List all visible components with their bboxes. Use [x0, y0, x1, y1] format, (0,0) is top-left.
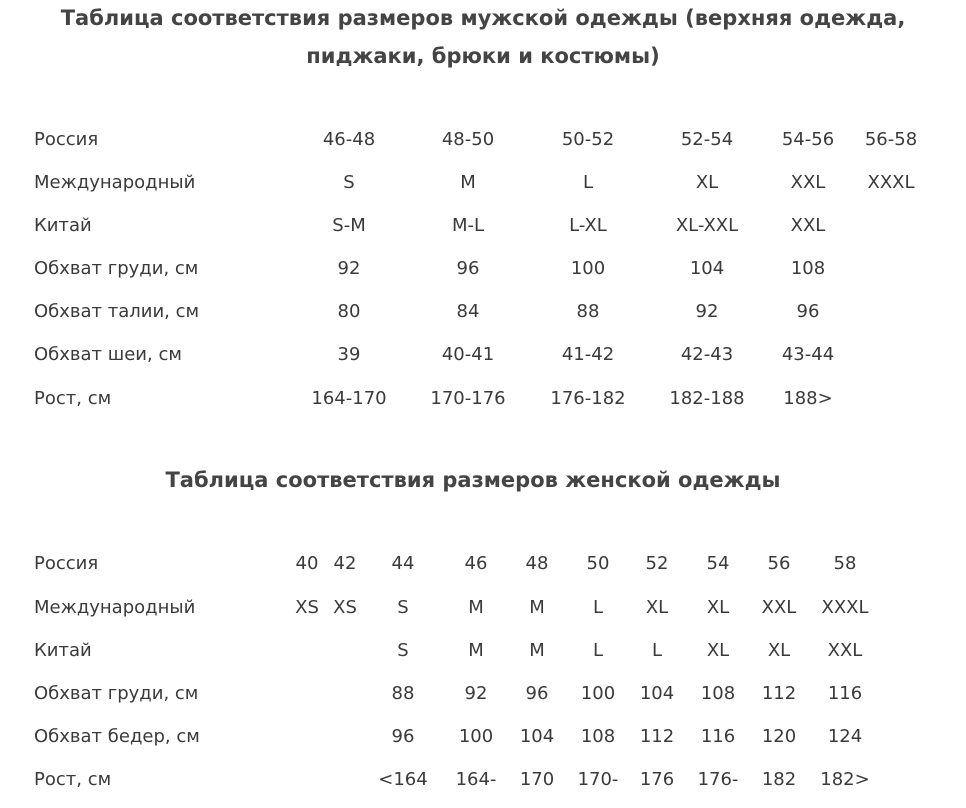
row-label: Рост, см [34, 388, 112, 409]
table-cell: L [592, 640, 604, 661]
table-cell: XXXL [867, 172, 915, 193]
table-cell: 104 [639, 683, 675, 704]
row-label: Обхват шеи, см [34, 344, 182, 365]
table-cell: S [397, 640, 409, 661]
table-cell: 116 [700, 726, 736, 747]
table-cell: XS [333, 597, 357, 618]
table-cell: 84 [456, 301, 480, 322]
table-cell: 46 [464, 553, 488, 574]
table-cell: M [529, 640, 545, 661]
table-cell: 56 [767, 553, 791, 574]
table-cell: L [651, 640, 663, 661]
table-cell: 40 [295, 553, 319, 574]
table-cell: 108 [700, 683, 736, 704]
table-cell: 108 [790, 258, 826, 279]
table-cell: 58 [833, 553, 857, 574]
table-cell: 112 [761, 683, 797, 704]
table-cell: XXL [827, 640, 863, 661]
table-cell: 182-188 [669, 388, 745, 409]
row-label: Обхват талии, см [34, 301, 200, 322]
row-label: Китай [34, 640, 92, 661]
table-cell: L-XL [569, 215, 607, 236]
row-label: Россия [34, 553, 99, 574]
table-cell: 100 [580, 683, 616, 704]
table-cell: 92 [464, 683, 488, 704]
table-cell: M [529, 597, 545, 618]
row-label: Международный [34, 172, 196, 193]
table-cell: 40-41 [441, 344, 495, 365]
table-cell: XXL [790, 215, 826, 236]
table-cell: XXL [790, 172, 826, 193]
table-cell: 170- [577, 769, 619, 790]
table-cell: 48-50 [441, 129, 495, 150]
table-cell: 104 [689, 258, 725, 279]
table-cell: 50-52 [561, 129, 615, 150]
table-cell: 176 [639, 769, 675, 790]
table-cell: 96 [796, 301, 820, 322]
table-cell: 80 [337, 301, 361, 322]
table-cell: 54-56 [781, 129, 835, 150]
table-cell: 44 [391, 553, 415, 574]
table-cell: XL [645, 597, 669, 618]
table-cell: XS [295, 597, 319, 618]
table-cell: 88 [576, 301, 600, 322]
table-cell: XL [695, 172, 719, 193]
table-cell: 170-176 [430, 388, 506, 409]
table-cell: 42 [333, 553, 357, 574]
table-cell: 120 [761, 726, 797, 747]
table-cell: 182 [761, 769, 797, 790]
women-table-title: Таблица соответствия размеров женской одежды [165, 468, 781, 492]
table-cell: 96 [456, 258, 480, 279]
table-cell: 124 [827, 726, 863, 747]
table-cell: 52 [645, 553, 669, 574]
table-cell: 92 [337, 258, 361, 279]
table-cell: 41-42 [561, 344, 615, 365]
table-cell: 176- [697, 769, 739, 790]
table-cell: L [592, 597, 604, 618]
table-cell: 182> [820, 769, 870, 790]
table-cell: L [582, 172, 594, 193]
row-label: Обхват груди, см [34, 683, 199, 704]
table-cell: 100 [458, 726, 494, 747]
table-cell: S [397, 597, 409, 618]
table-cell: 170 [519, 769, 555, 790]
table-cell: M [468, 597, 484, 618]
table-cell: <164 [378, 769, 428, 790]
table-cell: M [468, 640, 484, 661]
table-cell: 116 [827, 683, 863, 704]
table-cell: 104 [519, 726, 555, 747]
row-label: Обхват груди, см [34, 258, 199, 279]
row-label: Обхват бедер, см [34, 726, 200, 747]
table-cell: 92 [695, 301, 719, 322]
table-cell: 42-43 [680, 344, 734, 365]
table-cell: 56-58 [864, 129, 918, 150]
table-cell: 96 [525, 683, 549, 704]
table-cell: XXXL [821, 597, 869, 618]
table-cell: 108 [580, 726, 616, 747]
table-cell: 164-170 [311, 388, 387, 409]
table-cell: XL [767, 640, 791, 661]
men-table-title-line1: Таблица соответствия размеров мужской одежды (верхняя одежда, [60, 6, 906, 30]
table-cell: 48 [525, 553, 549, 574]
table-cell: 46-48 [322, 129, 376, 150]
table-cell: 100 [570, 258, 606, 279]
table-cell: XL [706, 640, 730, 661]
table-cell: 96 [391, 726, 415, 747]
table-cell: 43-44 [781, 344, 835, 365]
row-label: Китай [34, 215, 92, 236]
table-cell: 50 [586, 553, 610, 574]
table-cell: 188> [783, 388, 833, 409]
table-cell: 88 [391, 683, 415, 704]
table-cell: 164- [455, 769, 497, 790]
row-label: Международный [34, 597, 196, 618]
table-cell: XXL [761, 597, 797, 618]
table-cell: M-L [451, 215, 485, 236]
table-cell: 52-54 [680, 129, 734, 150]
table-cell: 39 [337, 344, 361, 365]
table-cell: M [460, 172, 476, 193]
table-cell: 54 [706, 553, 730, 574]
table-cell: S [343, 172, 355, 193]
row-label: Россия [34, 129, 99, 150]
row-label: Рост, см [34, 769, 112, 790]
table-cell: 112 [639, 726, 675, 747]
table-cell: S-M [332, 215, 366, 236]
men-table-title-line2: пиджаки, брюки и костюмы) [306, 44, 660, 68]
table-cell: 176-182 [550, 388, 626, 409]
table-cell: XL [706, 597, 730, 618]
table-cell: XL-XXL [675, 215, 739, 236]
